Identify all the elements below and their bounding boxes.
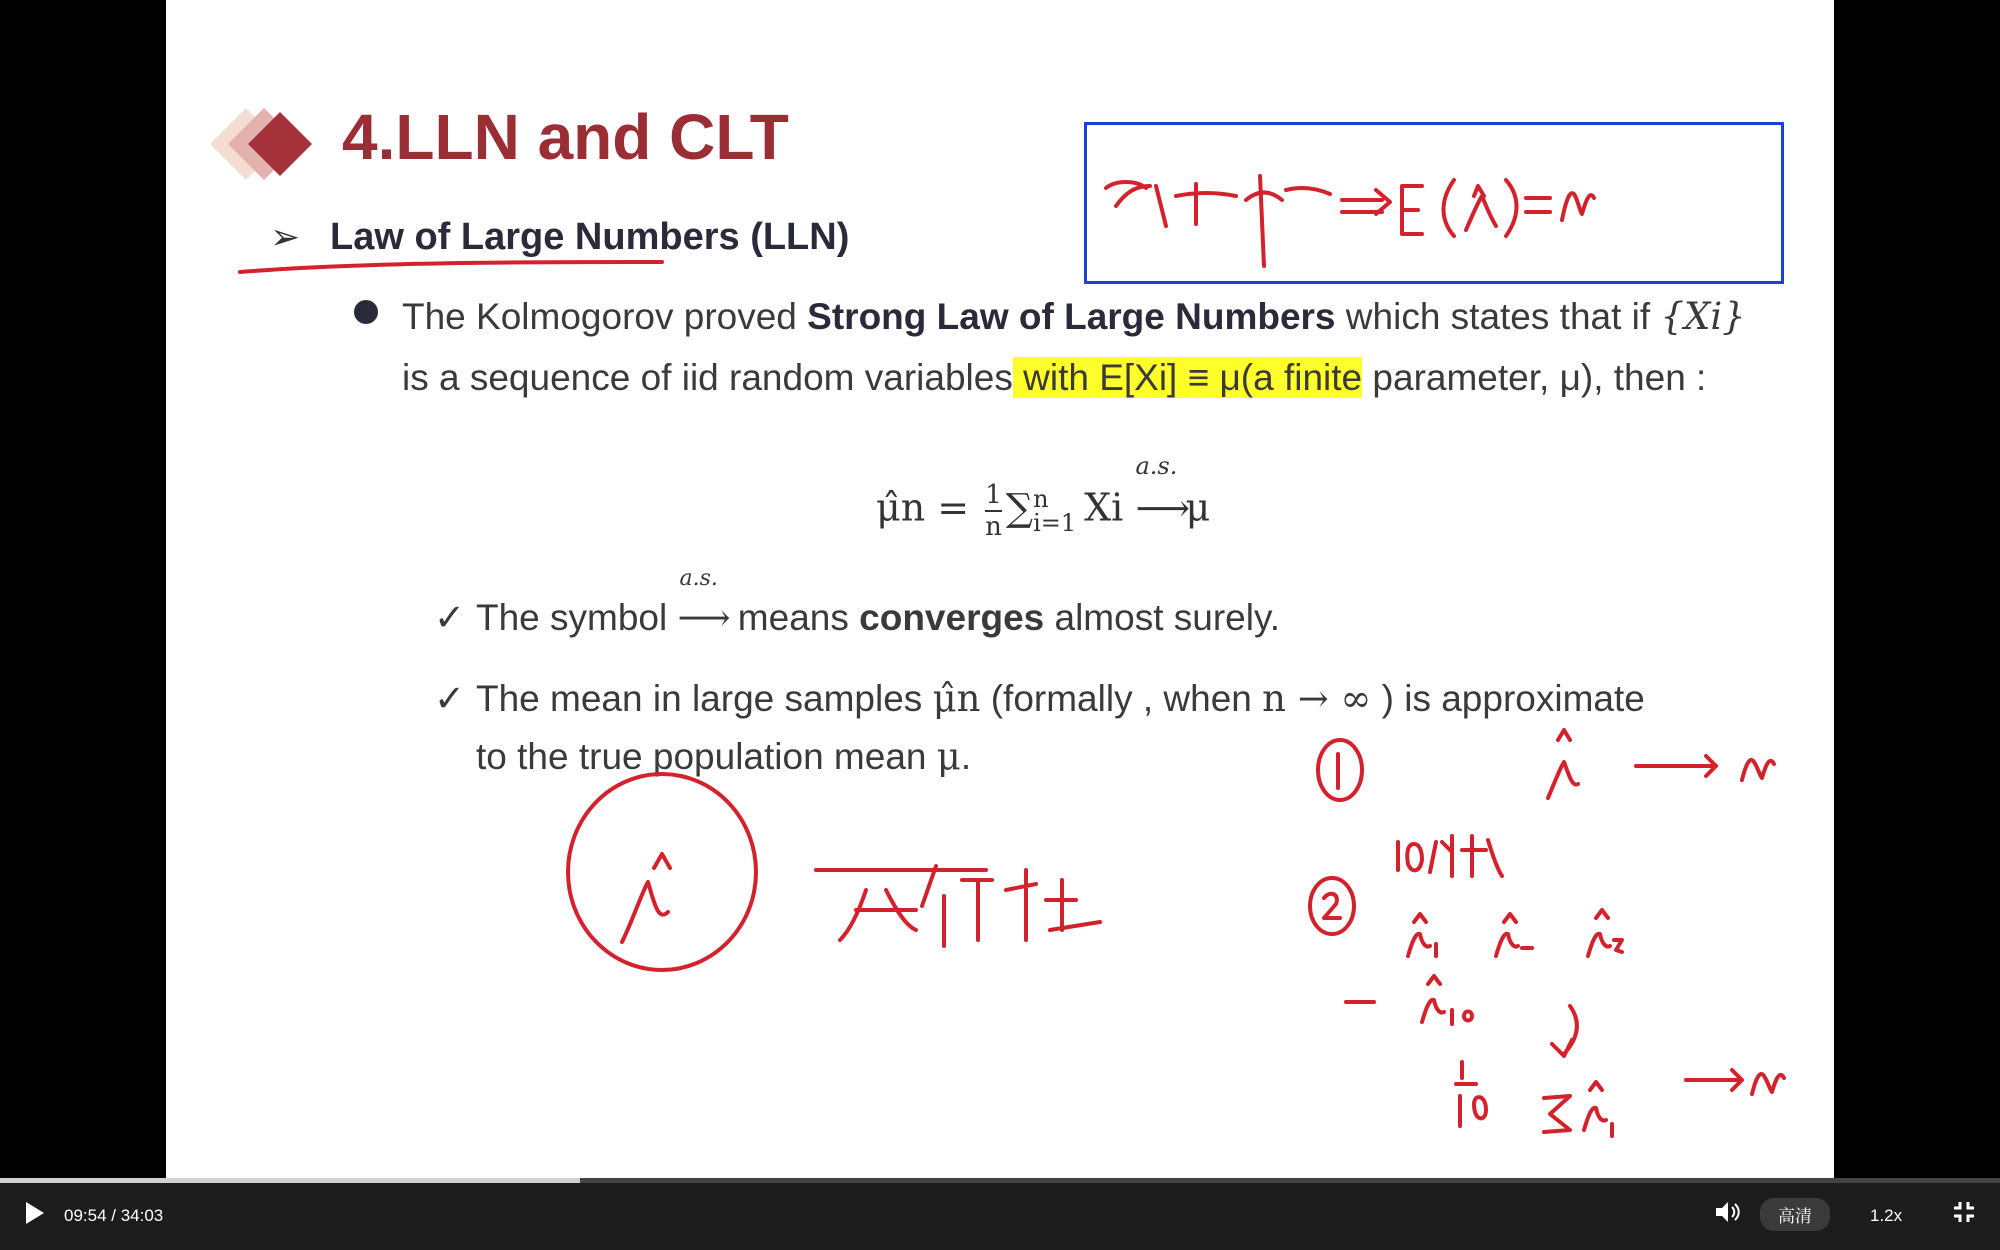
checklist-item-mean: ✓ The mean in large samples μ̂n (formally , when n → ∞ ) is approximate to the true population mean μ.	[434, 670, 1684, 786]
speed-button[interactable]: 1.2x	[1870, 1206, 1903, 1225]
slide-title: 4.LLN and CLT	[342, 101, 789, 173]
section-heading: Law of Large Numbers (LLN)	[330, 216, 850, 258]
handwritten-annotations	[166, 0, 1834, 1182]
player-control-bar	[0, 1182, 2000, 1250]
lln-paragraph: The Kolmogorov proved Strong Law of Large Numbers which states that if {Xi} is a sequence of iid random variables with E[Xi] ≡ μ(a finite parameter, μ), then :	[402, 295, 1746, 398]
quality-button[interactable]: 高清	[1760, 1198, 1830, 1231]
volume-icon[interactable]	[1714, 1200, 1740, 1224]
progress-fill	[0, 1178, 580, 1183]
progress-bar[interactable]	[0, 1178, 2000, 1183]
slln-formula: μ̂n = $\frac{1}{n}$ ∑ n i=1 Xi a.s. ⟶μ	[876, 451, 1211, 542]
checklist-item-symbol: ✓ The symbol a.s. ⟶ means converges almost surely.	[434, 566, 1281, 639]
play-icon[interactable]	[26, 1202, 44, 1224]
checkmark-icon: ✓	[434, 678, 466, 719]
highlighted-text: with E[Xi] ≡ μ(a finite	[1012, 357, 1363, 398]
checkmark-icon: ✓	[434, 597, 466, 638]
slide	[166, 0, 1834, 1182]
fullscreen-icon[interactable]	[1952, 1200, 1976, 1224]
arrow-bullet-icon: ➢	[270, 216, 301, 257]
time-display: 09:54 / 34:03	[64, 1206, 164, 1225]
